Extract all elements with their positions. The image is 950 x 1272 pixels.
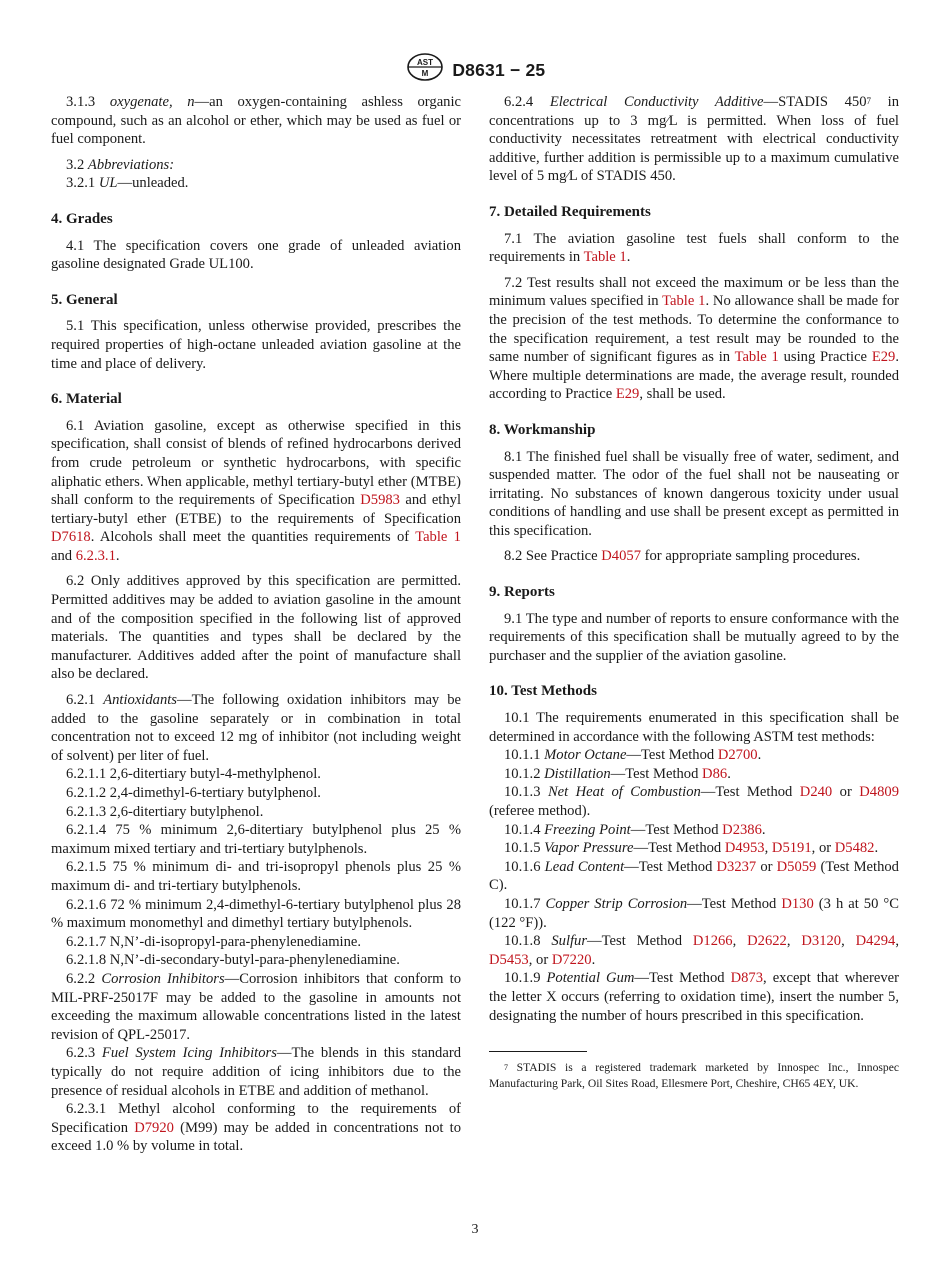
paragraph-10-1-3: 10.1.3 Net Heat of Combustion—Test Method D240 or D4809 (referee method). bbox=[489, 784, 899, 819]
section-heading-grades: 4. Grades bbox=[51, 210, 113, 227]
paragraph-3-2: 3.2 Abbreviations: bbox=[66, 156, 175, 173]
svg-text:AST: AST bbox=[416, 58, 433, 67]
paragraph-5-1: 5.1 This specification, unless otherwise provided, prescribes the required properties of high-octane unleaded aviation gasoline at the time and place of delivery. bbox=[51, 318, 461, 372]
paragraph-10-1-1: 10.1.1 Motor Octane—Test Method D2700. bbox=[504, 747, 762, 764]
list-item: 6.2.1.4 75 % minimum 2,6-ditertiary butylphenol plus 25 % maximum mixed tertiary and tri-tertiary butylphenols. bbox=[51, 822, 461, 857]
link-d2386[interactable]: D2386 bbox=[722, 821, 762, 838]
page-header bbox=[0, 52, 950, 88]
paragraph-6-2: 6.2 Only additives approved by this specification are permitted. Permitted additives may be added to aviation gasoline in the amount and of the composition specified in the following list of approved materials. The quantities and types shall be declared by the manufacturer. Additives added after the point of manufacture shall also be declared. bbox=[51, 573, 461, 683]
paragraph-10-1-6: 10.1.6 Lead Content—Test Method D3237 or D5059 (Test Method C). bbox=[489, 858, 899, 894]
list-item: 6.2.1.8 N,N’-di-secondary-butyl-para-phenylenediamine. bbox=[66, 952, 400, 969]
svg-text:M: M bbox=[421, 69, 429, 78]
paragraph-6-2-2: 6.2.2 Corrosion Inhibitors—Corrosion inhibitors that conform to MIL-PRF-25017F may be added to the gasoline in amounts not exceeding the maximum allowable concentrations listed in the latest revision of QPL-25017. bbox=[51, 970, 461, 1043]
link-d7618[interactable]: D7618 bbox=[51, 529, 91, 546]
section-heading-general: 5. General bbox=[51, 291, 118, 308]
link-table-1[interactable]: Table 1 bbox=[415, 529, 461, 546]
link-d2700[interactable]: D2700 bbox=[717, 747, 758, 764]
section-heading-material: 6. Material bbox=[51, 391, 122, 408]
footnote-divider bbox=[489, 1051, 587, 1052]
link-d5482[interactable]: D5482 bbox=[834, 840, 875, 857]
paragraph-10-1-8: 10.1.8 Sulfur—Test Method D1266, D2622, D3120, D4294, D5453, or D7220. bbox=[489, 933, 900, 968]
link-d7220[interactable]: D7220 bbox=[551, 951, 592, 968]
page-number: 3 bbox=[471, 1222, 479, 1237]
paragraph-4-1: 4.1 The specification covers one grade of unleaded aviation gasoline designated Grade UL100. bbox=[51, 237, 461, 273]
list-item: 6.2.1.1 2,6-ditertiary butyl-4-methylphenol. bbox=[66, 766, 321, 783]
link-table-1[interactable]: Table 1 bbox=[662, 293, 706, 310]
footnote-ref[interactable]: 7 bbox=[866, 96, 872, 106]
paragraph-7-2: 7.2 Test results shall not exceed the maximum or be less than the minimum values specified in Table 1. No allowance shall be made for the precision of the test methods. To determine the conformance to the specification requirement, a test result may be rounded to the same number of significant figures as in Table 1 using Practice E29. Where multiple determinations are made, the average result, rounded according to Practice E29, shall be used. bbox=[489, 274, 899, 403]
link-d1266[interactable]: D1266 bbox=[692, 933, 733, 950]
document-number: D8631 − 25 bbox=[452, 59, 546, 80]
paragraph-8-1: 8.1 The finished fuel shall be visually free of water, sediment, and suspended matter. The odor of the fuel shall not be nauseating or irritating. No substances of known dangerous toxicity under usual conditions of handling and use shall be present except as permitted in this specification. bbox=[489, 448, 899, 539]
link-table-1[interactable]: Table 1 bbox=[583, 249, 627, 266]
right-column bbox=[489, 93, 899, 1091]
paragraph-6-2-3: 6.2.3 Fuel System Icing Inhibitors—The blends in this standard typically do not require addition of icing inhibitors due to the presence of residual alcohols in ETBE and addition of methanol. bbox=[51, 1045, 461, 1099]
link-d4953[interactable]: D4953 bbox=[724, 840, 765, 857]
paragraph-6-1: 6.1 Aviation gasoline, except as otherwise specified in this specification, shall consist of blends of refined hydrocarbons derived from crude petroleum or synthetic hydrocarbons, with specific aliphatic ethers. When applicable, methyl tertiary-butyl ether (MTBE) shall conform to the requirements of Specification D5983 and ethyl tertiary-butyl ether (ETBE) to the requirements of Specification D7618. Alcohols shall meet the quantities requirements of Table 1 and 6.2.3.1. bbox=[51, 417, 461, 564]
section-heading-workmanship: 8. Workmanship bbox=[489, 421, 596, 438]
link-d4809[interactable]: D4809 bbox=[859, 784, 899, 801]
paragraph-10-1-7: 10.1.7 Copper Strip Corrosion—Test Method D130 (3 h at 50 °C (122 °F)). bbox=[489, 895, 899, 931]
link-d4057[interactable]: D4057 bbox=[601, 548, 641, 565]
paragraph-10-1-2: 10.1.2 Distillation—Test Method D86. bbox=[504, 765, 731, 782]
paragraph-10-1-9: 10.1.9 Potential Gum—Test Method D873, except that wherever the letter X occurs (referring to oxidation time), insert the number 5, designating the number of hours prescribed in this specification. bbox=[489, 970, 899, 1024]
link-table-1[interactable]: Table 1 bbox=[734, 349, 779, 366]
link-d3120[interactable]: D3120 bbox=[801, 933, 842, 950]
link-d5983[interactable]: D5983 bbox=[360, 492, 400, 509]
astm-logo-icon bbox=[405, 52, 445, 88]
list-item: 6.2.1.2 2,4-dimethyl-6-tertiary butylphenol. bbox=[66, 785, 321, 801]
paragraph-3-1-3: 3.1.3 oxygenate, n—an oxygen-containing ashless organic compound, such as an alcohol or ether, which may be used as fuel or fuel component. bbox=[51, 94, 461, 148]
section-heading-reports: 9. Reports bbox=[489, 584, 555, 601]
link-d873[interactable]: D873 bbox=[730, 970, 764, 987]
list-item: 6.2.1.5 75 % minimum di- and tri-isopropyl phenols plus 25 % maximum di- and tri-tertiary butylphenols. bbox=[51, 859, 461, 894]
paragraph-10-1: 10.1 The requirements enumerated in this specification shall be determined in accordance with the following ASTM test methods: bbox=[489, 710, 899, 745]
list-item: 6.2.1.7 N,N’-di-isopropyl-para-phenylenediamine. bbox=[66, 933, 362, 950]
paragraph-10-1-4: 10.1.4 Freezing Point—Test Method D2386. bbox=[504, 821, 766, 838]
section-heading-detailed-requirements: 7. Detailed Requirements bbox=[489, 203, 651, 220]
link-d5059[interactable]: D5059 bbox=[776, 858, 817, 875]
paragraph-6-2-1: 6.2.1 Antioxidants—The following oxidation inhibitors may be added to the gasoline separately or in combination in total concentration not to exceed 12 mg of inhibitor (not including weight of solvent) per liter of fuel. bbox=[51, 692, 462, 764]
link-6-2-3-1[interactable]: 6.2.3.1 bbox=[75, 547, 116, 564]
link-d86[interactable]: D86 bbox=[702, 765, 728, 782]
list-item: 6.2.1.3 2,6-ditertiary butylphenol. bbox=[66, 803, 264, 820]
paragraph-6-2-4: 6.2.4 Electrical Conductivity Additive—STADIS $450^7$ in concentrations up to 3 mg⁄L is permitted. When loss of fuel conductivity necessitates retreatment with electrical conductivity additive, further addition is permissible up to a maximum cumulative level of 5 mg⁄L of STADIS 450. bbox=[489, 94, 899, 185]
link-d5191[interactable]: D5191 bbox=[771, 840, 812, 857]
paragraph-10-1-5: 10.1.5 Vapor Pressure—Test Method D4953, D5191, or D5482. bbox=[504, 840, 879, 857]
link-d3237[interactable]: D3237 bbox=[716, 858, 757, 875]
paragraph-3-2-1: 3.2.1 UL—unleaded. bbox=[66, 175, 189, 192]
link-d240[interactable]: D240 bbox=[799, 784, 833, 801]
link-d130[interactable]: D130 bbox=[781, 895, 814, 912]
left-column bbox=[51, 93, 461, 1156]
link-d5453[interactable]: D5453 bbox=[489, 951, 529, 968]
paragraph-6-2-3-1: 6.2.3.1 Methyl alcohol conforming to the requirements of Specification D7920 (M99) may be added in concentrations not to exceed 1.0 % by volume in total. bbox=[51, 1101, 461, 1155]
list-item: 6.2.1.6 72 % minimum 2,4-dimethyl-6-tertiary butylphenol plus 28 % maximum monomethyl and dimethyl tertiary butylphenols. bbox=[51, 896, 461, 932]
footnote-7: $^7$ STADIS is a registered trademark marketed by Innospec Inc., Innospec Manufacturing Park, Oil Sites Road, Ellesmere Port, Cheshire, CH65 4EY, UK. bbox=[489, 1061, 899, 1090]
link-e29[interactable]: E29 bbox=[615, 386, 640, 403]
link-d2622[interactable]: D2622 bbox=[747, 933, 787, 950]
link-d4294[interactable]: D4294 bbox=[855, 933, 896, 950]
section-heading-test-methods: 10. Test Methods bbox=[489, 683, 597, 700]
link-e29[interactable]: E29 bbox=[871, 349, 896, 366]
paragraph-7-1: 7.1 The aviation gasoline test fuels shall conform to the requirements in Table 1. bbox=[489, 230, 899, 266]
link-d7920[interactable]: D7920 bbox=[134, 1119, 174, 1136]
paragraph-8-2: 8.2 See Practice D4057 for appropriate sampling procedures. bbox=[504, 548, 861, 565]
paragraph-9-1: 9.1 The type and number of reports to ensure conformance with the requirements of this specification shall be mutually agreed to by the purchaser and the supplier of the aviation gasoline. bbox=[489, 610, 899, 664]
